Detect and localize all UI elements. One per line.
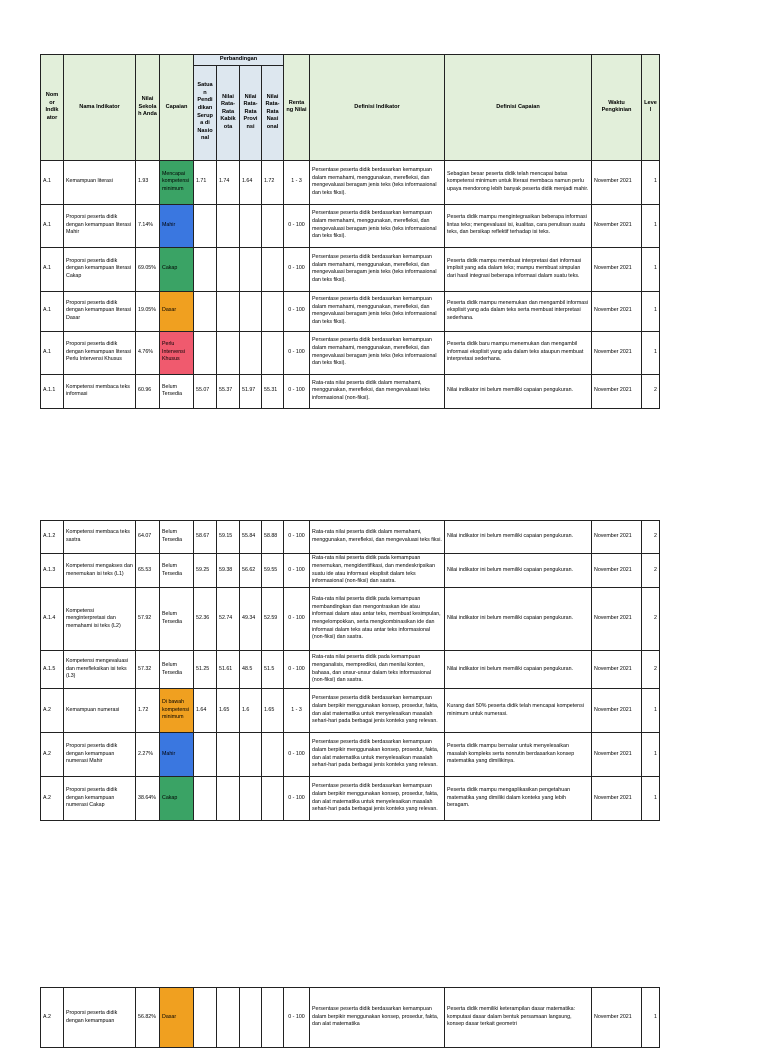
- cell-capaian: Dasar: [160, 291, 194, 331]
- cell-kabkota: 55.37: [217, 374, 240, 408]
- cell-nilai-sekolah: 57.32: [136, 651, 160, 689]
- cell-level: 1: [642, 689, 660, 733]
- cell-nasional: 1.65: [262, 689, 284, 733]
- cell-nasional: [262, 331, 284, 374]
- cell-definisi-indikator: Persentase peserta didik berdasarkan kemampuan dalam berpikir menggunakan konsep, prosedur, fakta, dan alat matematika untuk menyelesaikan masalah sehari-hari pada berbagai jenis konteks yang relevan.: [310, 689, 445, 733]
- cell-provinsi: [240, 331, 262, 374]
- cell-nama: Proporsi peserta didik dengan kemampuan literasi Perlu Intervensi Khusus: [64, 331, 136, 374]
- cell-provinsi: 1.6: [240, 689, 262, 733]
- cell-kabkota: [217, 247, 240, 291]
- cell-level: 1: [642, 204, 660, 247]
- cell-satuan: [194, 733, 217, 777]
- cell-definisi-indikator: Persentase peserta didik berdasarkan kemampuan dalam memahami, menggunakan, merefleksi, dan mengevaluasi beragam jenis teks (teks informasional dan teks fiksi).: [310, 204, 445, 247]
- table-row: [41, 291, 660, 331]
- cell-nama: Kompetensi menginterpretasi dan memahami isi teks (L2): [64, 588, 136, 651]
- table-row: [41, 521, 660, 554]
- cell-nilai-sekolah: 69.05%: [136, 247, 160, 291]
- indicator-table-page-1: [40, 54, 660, 409]
- cell-definisi-capaian: Peserta didik mampu mengaplikasikan pengetahuan matematika yang dimiliki dalam konteks yang lebih beragam.: [445, 777, 592, 821]
- cell-level: 2: [642, 554, 660, 588]
- cell-nama: Proporsi peserta didik dengan kemampuan literasi Dasar: [64, 291, 136, 331]
- col-header-kabkota: Nilai Rata-Rata Kabik ota: [217, 65, 240, 160]
- cell-definisi-indikator: Persentase peserta didik berdasarkan kemampuan dalam memahami, menggunakan, merefleksi, dan mengevaluasi beragam jenis teks (teks informasional dan teks fiksi).: [310, 247, 445, 291]
- cell-waktu: November 2021: [592, 689, 642, 733]
- col-header-satuan: Satua n Pendi dikan Serup a di Nasio nal: [194, 65, 217, 160]
- cell-rentang: 0 - 100: [284, 554, 310, 588]
- cell-kabkota: 52.74: [217, 588, 240, 651]
- cell-nasional: 59.55: [262, 554, 284, 588]
- cell-waktu: November 2021: [592, 160, 642, 204]
- cell-level: 1: [642, 777, 660, 821]
- cell-waktu: November 2021: [592, 733, 642, 777]
- cell-waktu: November 2021: [592, 291, 642, 331]
- cell-definisi-capaian: Nilai indikator ini belum memiliki capaian pengukuran.: [445, 588, 592, 651]
- cell-definisi-capaian: Sebagian besar peserta didik telah mencapai batas kompetensi minimum untuk literasi membaca namun perlu upaya mendorong lebih banyak peserta didik menjadi mahir.: [445, 160, 592, 204]
- cell-kabkota: [217, 777, 240, 821]
- cell-satuan: [194, 988, 217, 1048]
- cell-waktu: November 2021: [592, 521, 642, 554]
- cell-capaian: Perlu Intervensi Khusus: [160, 331, 194, 374]
- cell-satuan: [194, 777, 217, 821]
- cell-waktu: November 2021: [592, 651, 642, 689]
- cell-rentang: 0 - 100: [284, 291, 310, 331]
- cell-nasional: 55.31: [262, 374, 284, 408]
- cell-definisi-indikator: Persentase peserta didik berdasarkan kemampuan dalam memahami, menggunakan, merefleksi, dan mengevaluasi beragam jenis teks (teks informasional dan teks fiksi).: [310, 331, 445, 374]
- cell-nilai-sekolah: 60.96: [136, 374, 160, 408]
- cell-kabkota: [217, 331, 240, 374]
- cell-nomor: A.2: [41, 988, 64, 1048]
- cell-nasional: 1.72: [262, 160, 284, 204]
- cell-nama: Proporsi peserta didik dengan kemampuan literasi Mahir: [64, 204, 136, 247]
- cell-definisi-indikator: Persentase peserta didik berdasarkan kemampuan dalam berpikir menggunakan konsep, prosedur, fakta, dan alat matematika: [310, 988, 445, 1048]
- cell-nasional: [262, 733, 284, 777]
- cell-nomor: A.2: [41, 689, 64, 733]
- cell-nama: Proporsi peserta didik dengan kemampuan numerasi Mahir: [64, 733, 136, 777]
- cell-nomor: A.1.1: [41, 374, 64, 408]
- cell-nama: Kompetensi mengakses dan menemukan isi teks (L1): [64, 554, 136, 588]
- cell-rentang: 1 - 3: [284, 689, 310, 733]
- cell-definisi-indikator: Rata-rata nilai peserta didik pada kemampuan menemukan, mengidentifikasi, dan mendeskripsikan suatu ide atau informasi eksplisit dalam teks informasional (non-fiksi) dan sastra.: [310, 554, 445, 588]
- cell-definisi-indikator: Rata-rata nilai peserta didik dalam memahami, menggunakan, merefleksi, dan mengevaluasi teks informasional (non-fiksi).: [310, 374, 445, 408]
- cell-capaian: Mahir: [160, 204, 194, 247]
- cell-nilai-sekolah: 56.82%: [136, 988, 160, 1048]
- cell-kabkota: [217, 988, 240, 1048]
- cell-nasional: [262, 291, 284, 331]
- cell-nama: Kemampuan literasi: [64, 160, 136, 204]
- cell-nama: Proporsi peserta didik dengan kemampuan literasi Cakap: [64, 247, 136, 291]
- cell-rentang: 0 - 100: [284, 247, 310, 291]
- cell-provinsi: 48.5: [240, 651, 262, 689]
- cell-rentang: 0 - 100: [284, 521, 310, 554]
- cell-provinsi: 55.84: [240, 521, 262, 554]
- cell-nilai-sekolah: 38.64%: [136, 777, 160, 821]
- cell-level: 1: [642, 247, 660, 291]
- cell-provinsi: [240, 988, 262, 1048]
- cell-capaian: Mahir: [160, 733, 194, 777]
- cell-nilai-sekolah: 7.14%: [136, 204, 160, 247]
- table-row: [41, 204, 660, 247]
- cell-capaian: Cakap: [160, 777, 194, 821]
- col-header-nilai-sekolah: Nilai Sekola h Anda: [136, 55, 160, 161]
- cell-nilai-sekolah: 4.76%: [136, 331, 160, 374]
- cell-provinsi: 51.97: [240, 374, 262, 408]
- cell-level: 2: [642, 374, 660, 408]
- cell-rentang: 0 - 100: [284, 733, 310, 777]
- cell-satuan: [194, 204, 217, 247]
- cell-nasional: [262, 777, 284, 821]
- cell-definisi-indikator: Rata-rata nilai peserta didik dalam memahami, menggunakan, merefleksi, dan mengevaluasi teks fiksi.: [310, 521, 445, 554]
- col-header-nomor: Nom or Indik ator: [41, 55, 64, 161]
- cell-nomor: A.1.3: [41, 554, 64, 588]
- cell-provinsi: 1.64: [240, 160, 262, 204]
- cell-satuan: 51.25: [194, 651, 217, 689]
- cell-waktu: November 2021: [592, 331, 642, 374]
- table-row: [41, 160, 660, 204]
- cell-level: 1: [642, 291, 660, 331]
- cell-kabkota: 1.74: [217, 160, 240, 204]
- cell-definisi-capaian: Kurang dari 50% peserta didik telah mencapai kompetensi minimum untuk numerasi.: [445, 689, 592, 733]
- table-row: [41, 331, 660, 374]
- col-header-provinsi: Nilai Rata-Rata Provi nsi: [240, 65, 262, 160]
- cell-level: 1: [642, 733, 660, 777]
- cell-satuan: 59.25: [194, 554, 217, 588]
- cell-definisi-capaian: Nilai indikator ini belum memiliki capaian pengukuran.: [445, 374, 592, 408]
- cell-nama: Kompetensi membaca teks informasi: [64, 374, 136, 408]
- cell-provinsi: [240, 733, 262, 777]
- cell-provinsi: [240, 291, 262, 331]
- cell-nomor: A.1.4: [41, 588, 64, 651]
- cell-kabkota: [217, 291, 240, 331]
- cell-level: 1: [642, 988, 660, 1048]
- cell-provinsi: [240, 204, 262, 247]
- cell-satuan: 1.64: [194, 689, 217, 733]
- cell-nasional: [262, 988, 284, 1048]
- cell-rentang: 0 - 100: [284, 204, 310, 247]
- cell-nama: Proporsi peserta didik dengan kemampuan numerasi Cakap: [64, 777, 136, 821]
- cell-satuan: 52.36: [194, 588, 217, 651]
- cell-capaian: Belum Tersedia: [160, 521, 194, 554]
- col-header-nasional: Nilai Rata-Rata Nasi onal: [262, 65, 284, 160]
- cell-satuan: 1.71: [194, 160, 217, 204]
- col-header-definisi-capaian: Definisi Capaian: [445, 55, 592, 161]
- cell-nomor: A.1.5: [41, 651, 64, 689]
- cell-level: 1: [642, 160, 660, 204]
- cell-nasional: [262, 204, 284, 247]
- cell-definisi-indikator: Persentase peserta didik berdasarkan kemampuan dalam memahami, menggunakan, merefleksi, dan mengevaluasi beragam jenis teks (teks informasional dan teks fiksi).: [310, 160, 445, 204]
- cell-level: 1: [642, 331, 660, 374]
- cell-definisi-capaian: Nilai indikator ini belum memiliki capaian pengukuran.: [445, 521, 592, 554]
- table-row: [41, 247, 660, 291]
- cell-waktu: November 2021: [592, 247, 642, 291]
- cell-nomor: A.1.2: [41, 521, 64, 554]
- cell-rentang: 0 - 100: [284, 588, 310, 651]
- cell-nomor: A.2: [41, 777, 64, 821]
- cell-nama: Proporsi peserta didik dengan kemampuan: [64, 988, 136, 1048]
- cell-nasional: 51.5: [262, 651, 284, 689]
- cell-nilai-sekolah: 65.53: [136, 554, 160, 588]
- cell-provinsi: [240, 247, 262, 291]
- cell-capaian: Belum Tersedia: [160, 651, 194, 689]
- cell-provinsi: 49.34: [240, 588, 262, 651]
- cell-nomor: A.2: [41, 733, 64, 777]
- cell-definisi-indikator: Rata-rata nilai peserta didik pada kemampuan membandingkan dan mengontraskan ide atau informasi dalam atau antar teks, membuat kesimpulan, mengelompokkan, serta mengkombinasikan ide dan informasi dalam teks atau antar teks informasional (non-fiksi) dan sastra.: [310, 588, 445, 651]
- cell-nilai-sekolah: 2.27%: [136, 733, 160, 777]
- cell-satuan: [194, 291, 217, 331]
- cell-definisi-capaian: Nilai indikator ini belum memiliki capaian pengukuran.: [445, 651, 592, 689]
- cell-capaian: Dasar: [160, 988, 194, 1048]
- cell-definisi-capaian: Peserta didik mampu bernalar untuk menyelesaikan masalah kompleks serta nonrutin berdasarkan konsep matematika yang dimilikinya.: [445, 733, 592, 777]
- cell-definisi-capaian: Peserta didik baru mampu menemukan dan mengambil informasi eksplisit yang ada dalam teks ataupun membuat interpretasi sederhana.: [445, 331, 592, 374]
- cell-capaian: Belum Tersedia: [160, 588, 194, 651]
- cell-definisi-capaian: Peserta didik mampu menemukan dan mengambil informasi eksplisit yang ada dalam teks serta membuat interpretasi sederhana.: [445, 291, 592, 331]
- cell-nomor: A.1: [41, 160, 64, 204]
- cell-kabkota: 1.65: [217, 689, 240, 733]
- col-header-perbandingan: Perbandingan: [194, 55, 284, 66]
- cell-nasional: 58.88: [262, 521, 284, 554]
- cell-nilai-sekolah: 1.93: [136, 160, 160, 204]
- cell-rentang: 0 - 100: [284, 651, 310, 689]
- cell-definisi-capaian: Peserta didik mampu mengintegrasikan beberapa informasi lintas teks; mengevaluasi isi, kualitas, cara penulisan suatu teks, dan bersikap reflektif terhadap isi teks.: [445, 204, 592, 247]
- table-row: [41, 777, 660, 821]
- cell-waktu: November 2021: [592, 588, 642, 651]
- cell-kabkota: 59.15: [217, 521, 240, 554]
- table-row: [41, 733, 660, 777]
- cell-rentang: 0 - 100: [284, 988, 310, 1048]
- cell-nilai-sekolah: 1.72: [136, 689, 160, 733]
- cell-definisi-indikator: Persentase peserta didik berdasarkan kemampuan dalam memahami, menggunakan, merefleksi, dan mengevaluasi beragam jenis teks (teks informasional dan teks fiksi).: [310, 291, 445, 331]
- indicator-table-page-3: [40, 987, 660, 1048]
- cell-rentang: 1 - 3: [284, 160, 310, 204]
- cell-definisi-indikator: Persentase peserta didik berdasarkan kemampuan dalam berpikir menggunakan konsep, prosedur, fakta, dan alat matematika untuk menyelesaikan masalah sehari-hari pada berbagai jenis konteks yang relevan.: [310, 733, 445, 777]
- col-header-rentang: Renta ng Nilai: [284, 55, 310, 161]
- table-row: [41, 374, 660, 408]
- table-row: [41, 554, 660, 588]
- cell-capaian: Mencapai kompetensi minimum: [160, 160, 194, 204]
- cell-satuan: 58.67: [194, 521, 217, 554]
- indicator-table-page-2: [40, 520, 660, 821]
- cell-capaian: Cakap: [160, 247, 194, 291]
- cell-level: 2: [642, 588, 660, 651]
- cell-nilai-sekolah: 64.07: [136, 521, 160, 554]
- cell-nasional: [262, 247, 284, 291]
- col-header-capaian: Capaian: [160, 55, 194, 161]
- col-header-definisi-indikator: Definisi Indikator: [310, 55, 445, 161]
- col-header-nama: Nama Indikator: [64, 55, 136, 161]
- cell-satuan: [194, 247, 217, 291]
- cell-waktu: November 2021: [592, 777, 642, 821]
- cell-level: 2: [642, 651, 660, 689]
- cell-definisi-capaian: Peserta didik mampu membuat interpretasi dari informasi implisit yang ada dalam teks; mampu membuat simpulan dari hasil integrasi beberapa informasi dalam suatu teks.: [445, 247, 592, 291]
- cell-provinsi: 56.62: [240, 554, 262, 588]
- cell-nomor: A.1: [41, 291, 64, 331]
- cell-waktu: November 2021: [592, 374, 642, 408]
- cell-kabkota: [217, 733, 240, 777]
- cell-definisi-capaian: Peserta didik memiliki keterampilan dasar matematika: komputasi dasar dalam bentuk persamaan langsung, konsep dasar terkait geometri: [445, 988, 592, 1048]
- cell-provinsi: [240, 777, 262, 821]
- cell-definisi-capaian: Nilai indikator ini belum memiliki capaian pengukuran.: [445, 554, 592, 588]
- cell-capaian: Belum Tersedia: [160, 554, 194, 588]
- col-header-waktu: Waktu Pengkinian: [592, 55, 642, 161]
- cell-nomor: A.1: [41, 331, 64, 374]
- cell-kabkota: 59.38: [217, 554, 240, 588]
- cell-nama: Kompetensi membaca teks sastra: [64, 521, 136, 554]
- cell-waktu: November 2021: [592, 204, 642, 247]
- cell-capaian: Di bawah kompetensi minimum: [160, 689, 194, 733]
- cell-nomor: A.1: [41, 247, 64, 291]
- cell-capaian: Belum Tersedia: [160, 374, 194, 408]
- cell-kabkota: [217, 204, 240, 247]
- cell-satuan: [194, 331, 217, 374]
- cell-nasional: 52.59: [262, 588, 284, 651]
- cell-nomor: A.1: [41, 204, 64, 247]
- cell-kabkota: 51.61: [217, 651, 240, 689]
- cell-waktu: November 2021: [592, 554, 642, 588]
- cell-rentang: 0 - 100: [284, 374, 310, 408]
- table-row: [41, 588, 660, 651]
- table-row: [41, 689, 660, 733]
- cell-nama: Kemampuan numerasi: [64, 689, 136, 733]
- cell-level: 2: [642, 521, 660, 554]
- cell-nilai-sekolah: 19.05%: [136, 291, 160, 331]
- cell-rentang: 0 - 100: [284, 331, 310, 374]
- cell-nilai-sekolah: 57.92: [136, 588, 160, 651]
- col-header-level: Leve l: [642, 55, 660, 161]
- cell-satuan: 55.07: [194, 374, 217, 408]
- table-row: [41, 651, 660, 689]
- cell-definisi-indikator: Persentase peserta didik berdasarkan kemampuan dalam berpikir menggunakan konsep, prosedur, fakta, dan alat matematika untuk menyelesaikan masalah sehari-hari pada berbagai jenis konteks yang relevan.: [310, 777, 445, 821]
- cell-waktu: November 2021: [592, 988, 642, 1048]
- cell-rentang: 0 - 100: [284, 777, 310, 821]
- cell-definisi-indikator: Rata-rata nilai peserta didik pada kemampuan menganalisis, memprediksi, dan menilai konten, bahasa, dan unsur-unsur dalam teks informasional (non-fiksi) dan sastra.: [310, 651, 445, 689]
- cell-nama: Kompetensi mengevaluasi dan merefleksikan isi teks (L3): [64, 651, 136, 689]
- table-row: [41, 988, 660, 1048]
